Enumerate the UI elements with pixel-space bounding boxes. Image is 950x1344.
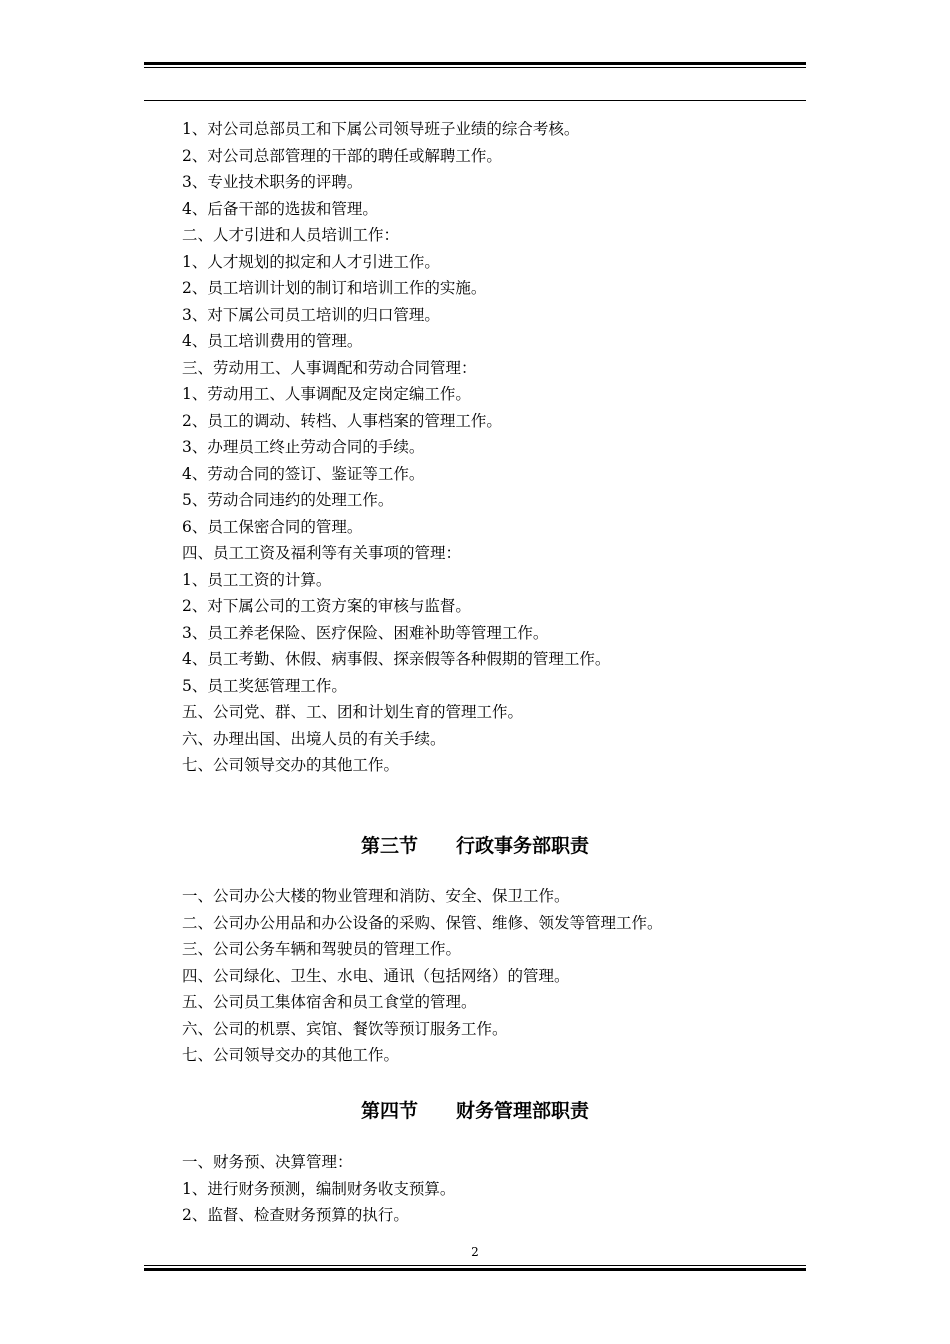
list-item: 1、劳动用工、人事调配及定岗定编工作。 <box>182 385 471 403</box>
list-item: 1、员工工资的计算。 <box>182 570 332 589</box>
section-4-list <box>182 1149 455 1229</box>
list-item: 5、员工奖惩管理工作。 <box>182 676 347 695</box>
list-item: 1、对公司总部员工和下属公司领导班子业绩的综合考核。 <box>182 120 580 138</box>
header-rule-thin <box>144 67 806 68</box>
list-item: 1、进行财务预测，编制财务收支预算。 <box>182 1179 456 1198</box>
list-item: 2、监督、检查财务预算的执行。 <box>182 1206 409 1224</box>
header-rule-lower <box>144 100 806 101</box>
page-number: 2 <box>471 1245 479 1259</box>
footer-rule-thick <box>144 1268 806 1271</box>
list-item: 4、员工培训费用的管理。 <box>182 332 363 350</box>
list-item: 四、公司绿化、卫生、水电、通讯（包括网络）的管理。 <box>182 966 570 985</box>
list-item: 四、员工工资及福利等有关事项的管理： <box>182 544 462 562</box>
list-item: 三、公司公务车辆和驾驶员的管理工作。 <box>182 940 462 958</box>
list-item: 2、对公司总部管理的干部的聘任或解聘工作。 <box>182 146 502 165</box>
list-item: 3、对下属公司员工培训的归口管理。 <box>182 305 440 324</box>
list-item: 七、公司领导交办的其他工作。 <box>182 756 400 774</box>
list-item: 5、劳动合同违约的处理工作。 <box>182 491 394 509</box>
list-item: 二、人才引进和人员培训工作： <box>182 226 400 244</box>
list-item: 二、公司办公用品和办公设备的采购、保管、维修、领发等管理工作。 <box>182 913 663 932</box>
footer-rule-thin <box>144 1265 806 1266</box>
hr-duties-list <box>182 116 610 779</box>
list-item: 六、公司的机票、宾馆、餐饮等预订服务工作。 <box>182 1019 508 1038</box>
list-item: 七、公司领导交办的其他工作。 <box>182 1046 400 1064</box>
header-rule-thick <box>144 62 806 65</box>
list-item: 六、办理出国、出境人员的有关手续。 <box>182 729 446 748</box>
list-item: 3、员工养老保险、医疗保险、困难补助等管理工作。 <box>182 623 549 642</box>
list-item: 6、员工保密合同的管理。 <box>182 517 363 536</box>
list-item: 3、专业技术职务的评聘。 <box>182 173 363 191</box>
list-item: 3、办理员工终止劳动合同的手续。 <box>182 438 425 456</box>
list-item: 2、对下属公司的工资方案的审核与监督。 <box>182 597 471 615</box>
list-item: 一、财务预、决算管理： <box>182 1153 353 1171</box>
list-item: 五、公司员工集体宿舍和员工食堂的管理。 <box>182 993 477 1011</box>
list-item: 2、员工培训计划的制订和培训工作的实施。 <box>182 279 487 297</box>
list-item: 一、公司办公大楼的物业管理和消防、安全、保卫工作。 <box>182 887 570 905</box>
list-item: 4、后备干部的选拔和管理。 <box>182 199 378 218</box>
list-item: 三、劳动用工、人事调配和劳动合同管理： <box>182 358 477 377</box>
list-item: 1、人才规划的拟定和人才引进工作。 <box>182 252 440 271</box>
section-3-list <box>182 883 663 1069</box>
list-item: 4、员工考勤、休假、病事假、探亲假等各种假期的管理工作。 <box>182 650 611 668</box>
section-4-title: 第四节 财务管理部职责 <box>360 1100 589 1122</box>
section-3-title: 第三节 行政事务部职责 <box>360 835 589 857</box>
list-item: 2、员工的调动、转档、人事档案的管理工作。 <box>182 411 502 430</box>
list-item: 4、劳动合同的签订、鉴证等工作。 <box>182 464 425 483</box>
list-item: 五、公司党、群、工、团和计划生育的管理工作。 <box>182 703 524 721</box>
